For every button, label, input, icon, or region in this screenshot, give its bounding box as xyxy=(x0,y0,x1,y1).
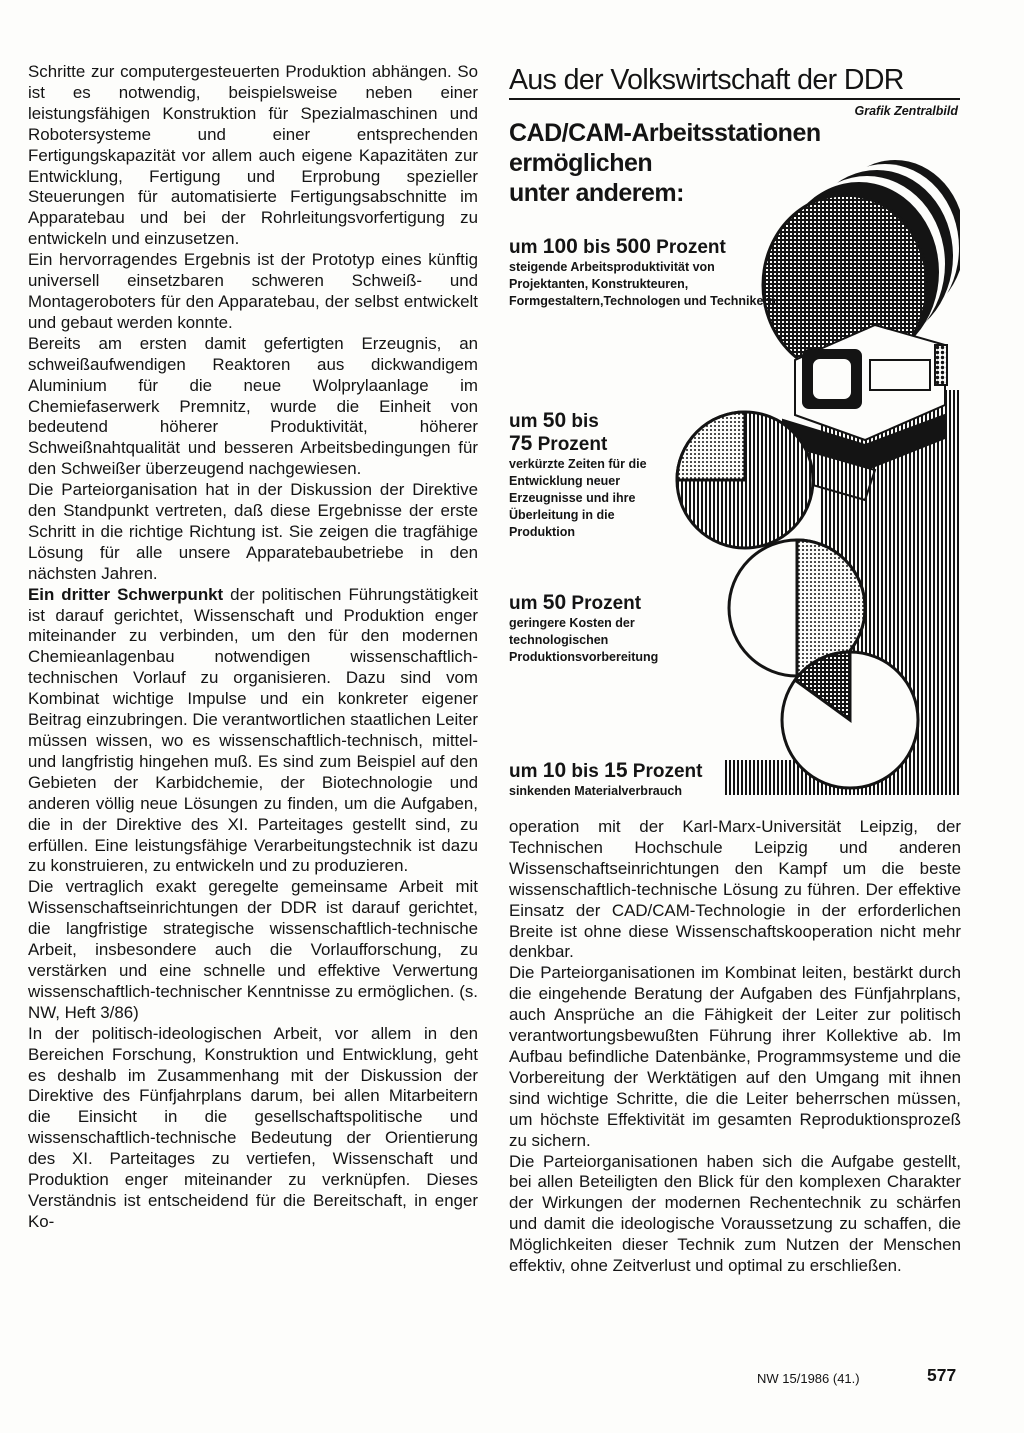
stat-costs xyxy=(509,592,709,666)
paragraph: Die Parteiorganisationen haben sich die Aufgabe gestellt, bei allen Beteiligten den Blick für den komplexen Charakter der Wirkungen der modernen Rechentechnik zu schärfen und damit die ideologische Voraussetzung zu schaffen, die Möglichkeiten dieser Technik zum Nutzen der Menschen effektiv, ohne Zeitverlust und optimal zu erschließen. xyxy=(509,1151,961,1276)
stat-description: geringere Kosten der technologischen Produktionsvorbereitung xyxy=(509,616,659,664)
paragraph-lead: Ein dritter Schwerpunkt xyxy=(28,584,224,604)
paragraph: operation mit der Karl-Marx-Universität Leipzig, der Technischen Hochschule Leipzig und anderen Wissenschaftseinrichtungen den Kampf um die beste wissenschaftlich-technische Lösung zu führen. Der effektive Einsatz der CAD/CAM-Technologie in der erforderlichen Breite ist ohne diese Wissenschaftskooperation nicht mehr denkbar. xyxy=(509,817,961,962)
heading-rule xyxy=(509,98,960,100)
stat-description: steigende Arbeitsproduktivität von Projektanten, Konstrukteuren, Formgestaltern,Technologen und Technikern xyxy=(509,260,776,308)
stat-value: um 50 Prozent xyxy=(509,591,642,614)
paragraph xyxy=(28,585,478,878)
paragraph: Schritte zur computergesteuerten Produktion abhängen. So ist es notwendig, beispielsweise neben einer leistungsfähigen Konstruktion für Spezialmaschinen und Robotersysteme und einer entsprechenden Fertigungskapazität vor allem auch eigene Kapazitäten zur Entwicklung, Fertigung und Erprobung spezieller Steuerungen für automatisierte Fertigungsabschnitte im Apparatebau und bei der Rohrleitungsvorfertigung zu entwickeln und einzusetzen. xyxy=(28,62,478,249)
pie-chart-50-75 xyxy=(677,412,813,548)
paragraph: Die Parteiorganisation hat in der Diskussion der Direktive den Standpunkt vertreten, daß diese Ergebnisse der erste Schritt in die richtige Richtung ist. Sie zeigen die tragfähige Lösung für alle unsere Apparatebaubetriebe in den nächsten Jahren. xyxy=(28,480,478,583)
title-line: CAD/CAM-Arbeitsstationen xyxy=(509,119,821,147)
paragraph-rest: der politischen Führungstätigkeit ist darauf gerichtet, Wissenschaft und Produktion enger miteinander zu verbinden, um den für den modernen Chemieanlagenbau notwendigen wissenschaftlich-technischen Vorlauf zu organisieren. Dazu sind vom Kombinat wichtige Impulse und ein konkreter eigener Beitrag einzubringen. Die verantwortlichen staatlichen Leiter müssen wissen, wo es wissenschaftlich-technisch, mittel- und langfristig hingehen muß. Es sind zum Beispiel auf den Gebieten der Karbidchemie, der Biotechnologie und anderen völlig neue Lösungen zu finden, um die Aufgaben, die in der Direktive des XI. Parteitages gestellt sind, zu erfüllen. Eine leistungsfähige Verarbeitungstechnik ist dazu zu konstruieren, zu entwickeln und zu produzieren. xyxy=(28,584,479,876)
section-heading: Aus der Volkswirtschaft der DDR xyxy=(509,64,904,96)
right-text-column xyxy=(509,817,961,1277)
stat-productivity xyxy=(509,236,779,310)
paragraph: In der politisch-ideologischen Arbeit, vor allem in den Bereichen Forschung, Konstruktion und Entwicklung, geht es deshalb im Zusammenhang mit der Diskussion der Direktive des Fünfjahrplans darum, bei allen Mitarbeitern die Einsicht in die gesellschaftspolitische und wissenschaftlich-technische Bedeutung der Orientierung des XI. Parteitages zu vertiefen, Wissenschaft und Produktion enger miteinander zu verknüpfen. Dieses Verständnis ist entscheidend für die Bereitschaft, in enger Ko- xyxy=(28,1023,478,1231)
paragraph: Die Parteiorganisationen im Kombinat leiten, bestärkt durch die eingehende Beratung der Aufgaben des Fünfjahrplans, auch Ansprüche an die Fähigkeit der Leiter zur politisch verantwortungsbewußten Führung ihrer Kollektive ab. Im Aufbau befindliche Datenbänke, Programmsysteme und die Vorbereitung der Werktätigen auf den Umgang mit ihnen sind wichtige Schritte, die die Leiter beherrschen müssen, um höchste Effektivität im gesamten Reproduktionsprozeß zu sichern. xyxy=(509,963,961,1150)
pie-chart-10-15 xyxy=(782,652,918,788)
stat-value: um 10 bis 15 Prozent xyxy=(509,759,703,782)
paragraph: Die vertraglich exakt geregelte gemeinsame Arbeit mit Wissenschaftseinrichtungen der DDR ist darauf gerichtet, die langfristige strategische wissenschaftlich-technische Arbeit, insbesondere auch die Vorlaufforschung, zu verstärken und eine schnelle und effektive Verwertung wissenschaftlich-technischer Kenntnisse zu ermöglichen. (s. NW, Heft 3/86) xyxy=(28,877,478,1022)
image-credit: Grafik Zentralbild xyxy=(854,104,958,118)
title-line: unter anderem: xyxy=(509,179,684,207)
issue-reference: NW 15/1986 (41.) xyxy=(757,1371,860,1386)
stat-material xyxy=(509,760,749,800)
stat-development-time xyxy=(509,410,679,541)
title-line: ermöglichen xyxy=(509,149,653,177)
stat-description: sinkenden Materialverbrauch xyxy=(509,784,682,798)
infographic xyxy=(505,60,960,800)
paragraph: Ein hervorragendes Ergebnis ist der Prototyp eines künftig universell einsetzbaren schweren Schweiß- und Montageroboters für den Apparatebau, der selbst entwickelt und gebaut werden konnte. xyxy=(28,250,478,332)
stat-value: um 50 bis 75 Prozent xyxy=(509,409,608,455)
stat-description: verkürzte Zeiten für die Entwicklung neuer Erzeugnisse und ihre Überleitung in die Produktion xyxy=(509,457,647,539)
left-text-column xyxy=(28,62,478,1233)
infographic-title xyxy=(509,118,821,208)
page-number: 577 xyxy=(927,1365,957,1385)
stat-value: um 100 bis 500 Prozent xyxy=(509,235,726,258)
paragraph: Bereits am ersten damit gefertigten Erzeugnis, an schweißaufwendigen Reaktoren aus dickwandigem Aluminium für die neue Wolprylaanlage im Chemiefaserwerk Premnitz, wurde die Einheit von bedeutend höherer Produktivität, höherer Schweißnahtqualität und besseren Arbeitsbedingungen für den Schweißer überzeugend nachgewiesen. xyxy=(28,333,478,479)
